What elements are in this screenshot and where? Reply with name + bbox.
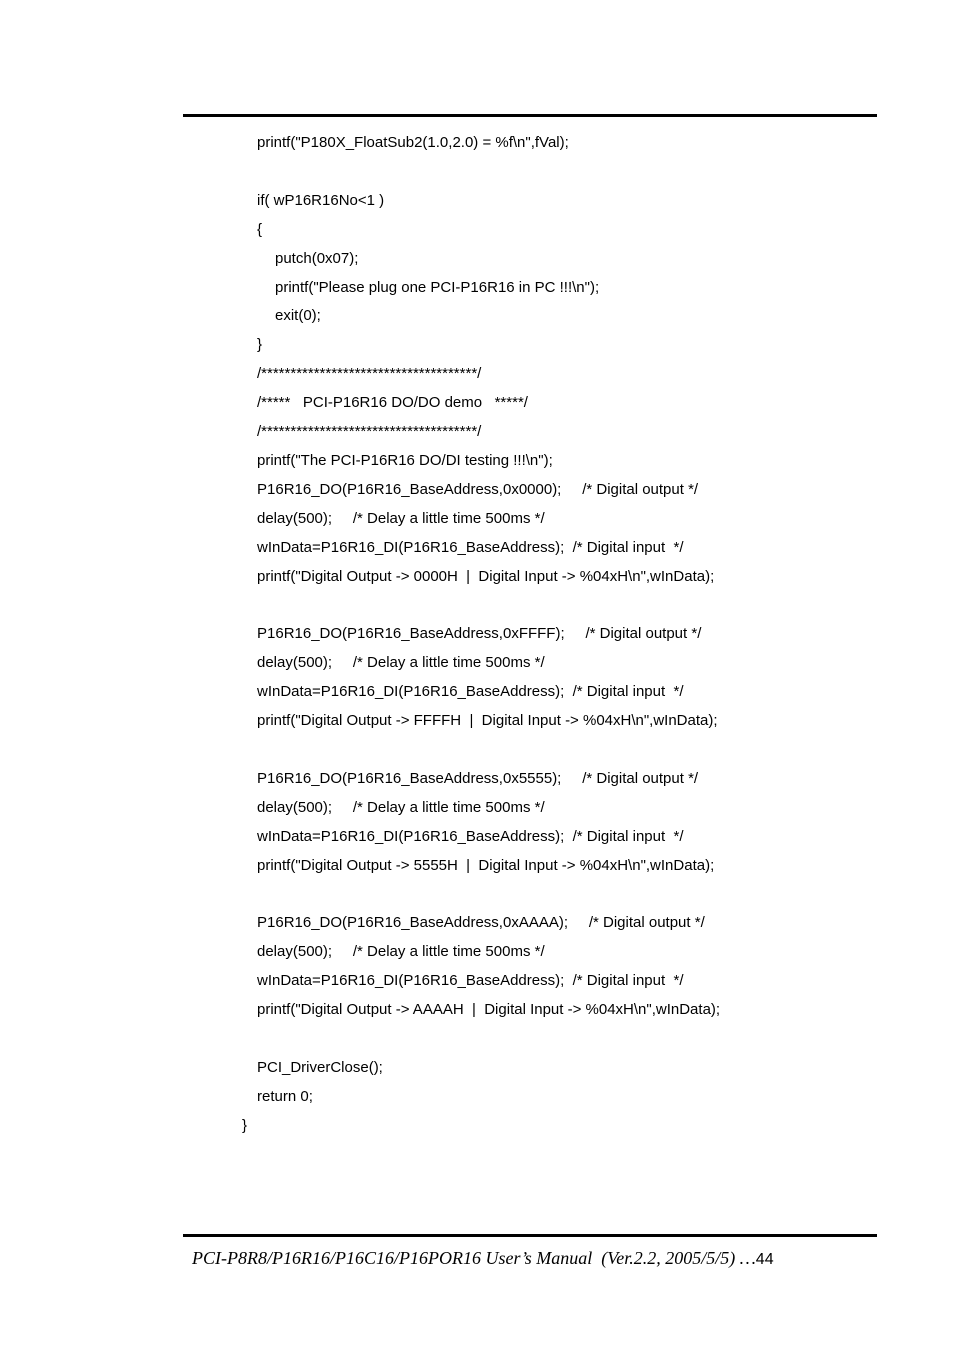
code-line: wInData=P16R16_DI(P16R16_BaseAddress); /* Digital input */ — [257, 827, 684, 845]
code-line: P16R16_DO(P16R16_BaseAddress,0x5555); /* Digital output */ — [257, 769, 699, 787]
code-line: delay(500); /* Delay a little time 500ms */ — [257, 943, 545, 961]
code-line: printf("Please plug one PCI-P16R16 in PC !!!\n"); — [275, 278, 600, 296]
code-line: { — [257, 220, 263, 238]
code-line: /***** PCI-P16R16 DO/DO demo *****/ — [257, 394, 528, 412]
code-line: return 0; — [257, 1087, 313, 1105]
header-rule — [183, 114, 877, 117]
code-line: printf("Digital Output -> AAAAH | Digital Input -> %04xH\n",wInData); — [257, 1001, 721, 1018]
code-line: P16R16_DO(P16R16_BaseAddress,0xFFFF); /* Digital output */ — [257, 625, 702, 643]
code-line: printf("Digital Output -> FFFFH | Digital Input -> %04xH\n",wInData); — [257, 712, 718, 729]
code-line: wInData=P16R16_DI(P16R16_BaseAddress); /* Digital input */ — [257, 972, 684, 990]
code-line: delay(500); /* Delay a little time 500ms */ — [257, 654, 545, 672]
code-line: P16R16_DO(P16R16_BaseAddress,0x0000); /* Digital output */ — [257, 480, 699, 498]
code-line: wInData=P16R16_DI(P16R16_BaseAddress); /* Digital input */ — [257, 683, 684, 701]
code-line: if( wP16R16No<1 ) — [257, 191, 385, 209]
code-line: exit(0); — [275, 307, 321, 325]
code-line: printf("Digital Output -> 0000H | Digital Input -> %04xH\n",wInData); — [257, 567, 715, 585]
code-line: } — [257, 336, 263, 354]
page-footer — [192, 1248, 774, 1269]
code-line: printf("Digital Output -> 5555H | Digital Input -> %04xH\n",wInData); — [257, 856, 715, 874]
footer-rule — [183, 1234, 877, 1237]
code-line: P16R16_DO(P16R16_BaseAddress,0xAAAA); /* Digital output */ — [257, 914, 705, 932]
code-line: delay(500); /* Delay a little time 500ms */ — [257, 509, 545, 527]
code-line: delay(500); /* Delay a little time 500ms */ — [257, 798, 545, 816]
code-line: printf("The PCI-P16R16 DO/DI testing !!!\n"); — [257, 451, 553, 469]
code-line: PCI_DriverClose(); — [257, 1058, 383, 1076]
code-line: } — [242, 1116, 248, 1134]
code-line: /*************************************/ — [257, 423, 482, 440]
page-number: 44 — [755, 1251, 774, 1268]
code-line: printf("P180X_FloatSub2(1.0,2.0) = %f\n",fVal); — [257, 134, 569, 151]
footer-title: PCI-P8R8/P16R16/P16C16/P16POR16 User’s Manual (Ver.2.2, 2005/5/5) … — [192, 1248, 756, 1268]
code-line: putch(0x07); — [275, 249, 359, 267]
code-line: wInData=P16R16_DI(P16R16_BaseAddress); /* Digital input */ — [257, 538, 684, 556]
code-line: /*************************************/ — [257, 365, 482, 383]
